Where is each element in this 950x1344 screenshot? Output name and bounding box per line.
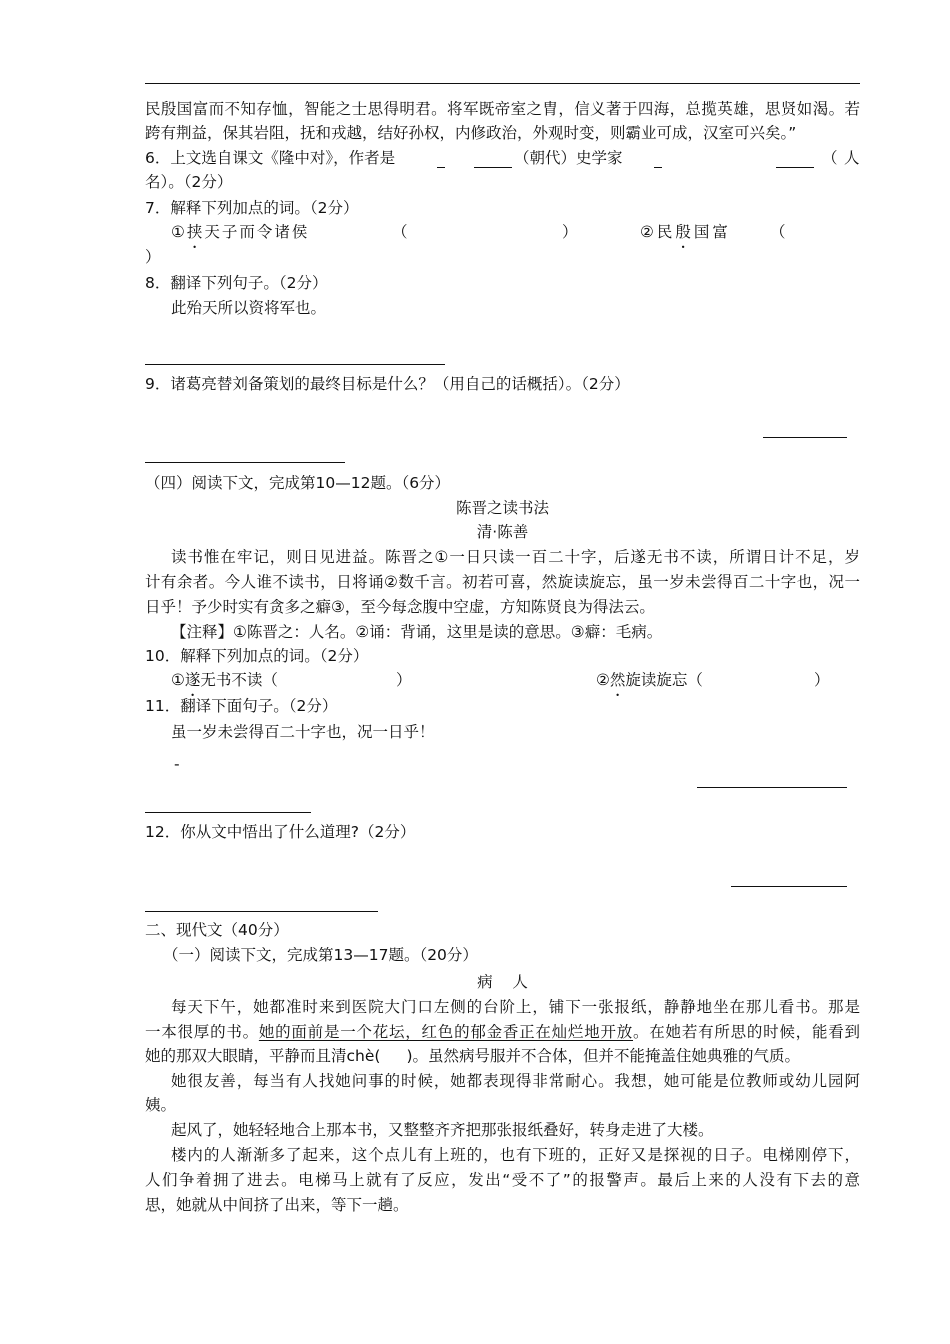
text-line: 她的那双大眼睛，平静而且清chè( )。虽然病号服并不合体，但并不能掩盖住她典雅的气质。 [145,1047,801,1065]
dotted-word: 挟 [186,223,205,241]
section-2-1-heading: （一）阅读下文，完成第13—17题。（20分） [163,946,478,964]
text-line: 人们争着拥了进去。电梯马上就有了反应，发出“受不了”的报警声。最后上来的人没有下去的意 [145,1171,860,1189]
question-6-text: 名）。（2分） [145,173,233,191]
answer-line[interactable] [763,437,847,438]
article-title: 陈晋之读书法 [455,499,549,517]
dotted-word: 然 [609,671,626,689]
story-title: 病 人 [477,973,528,991]
question-11-sentence: 虽一岁未尝得百二十字也，况一日乎！ [171,723,435,741]
text-line: 姨。 [145,1096,177,1114]
question-6: 6．上文选自课文《隆中对》，作者是 [145,149,396,167]
paren: ） [145,248,161,266]
question-12: 12．你从文中悟出了什么道理?（2分） [145,823,416,841]
text-line: 民殷国富而不知存恤，智能之士思得明君。将军既帝室之胄，信义著于四海，总揽英雄，思贤如渴。若 [145,100,860,118]
underlined-sentence: 她的面前是一个花坛，红色的郁金香正在灿烂地开放 [258,1023,634,1041]
question-8-sentence: 此殆天所以资将军也。 [171,299,327,317]
text-line: 她很友善，每当有人找她问事的时候，她都表现得非常耐心。我想，她可能是位教师或幼儿园阿 [171,1072,860,1090]
question-10-item-1: ①遂无书不读（ [171,671,278,689]
question-9: 9．诸葛亮替刘备策划的最终目标是什么？（用自己的话概括）。（2分） [145,375,630,393]
text-line: 起风了，她轻轻地合上那本书，又整整齐齐把那张报纸叠好，转身走进了大楼。 [171,1121,714,1139]
question-10: 10．解释下列加点的词。（2分） [145,647,369,665]
answer-blank-dynasty[interactable] [474,150,512,168]
text-line: 读书惟在牢记，则日见进益。陈晋之①一日只读一百二十字，后遂无书不读，所谓日计不足，岁 [171,548,860,566]
answer-line[interactable] [145,812,311,813]
dotted-word: 遂 [184,671,201,689]
header-rule [145,83,860,84]
text-line: 日乎！予少时实有贪多之癖③，至今每念腹中空虚，方知陈贤良为得法云。 [145,598,655,616]
answer-blank[interactable] [654,150,662,168]
question-7-item-2: ②民殷国富 [640,223,731,241]
text-line: 思，她就从中间挤了出来，等下一趟。 [145,1196,409,1214]
answer-line[interactable] [145,364,445,365]
answer-line[interactable] [145,462,345,463]
paren: （ [392,223,408,241]
answer-line[interactable] [731,886,847,887]
question-11: 11．翻译下面句子。（2分） [145,697,338,715]
annotation: 【注释】①陈晋之：人名。②诵：背诵，这里是读的意思。③癖：毛病。 [171,623,663,641]
paren: （ [770,223,786,241]
answer-blank-author[interactable] [776,150,814,168]
paren: ） [814,671,830,689]
answer-line[interactable] [697,787,847,788]
dotted-word: 殷 [675,223,694,241]
section-2-heading: 二、现代文（40分） [145,921,289,939]
text-line: 一本很厚的书。她的面前是一个花坛，红色的郁金香正在灿烂地开放。在她若有所思的时候，能看到 [145,1023,860,1041]
pinyin: chè( [346,1047,381,1065]
question-10-item-2: ②然旋读旋忘（ [596,671,703,689]
text-line: 计有余者。今人谁不读书，日将诵②数千言。初若可喜，然旋读旋忘，虽一岁未尝得百二十字也，况一 [145,573,860,591]
answer-line[interactable] [145,911,378,912]
paren: ） [396,671,412,689]
section-4-heading: （四）阅读下文，完成第10—12题。（6分） [145,474,451,492]
paren: ） [562,223,578,241]
paren: （ [822,149,838,167]
question-7-item-1: ①挟天子而令诸侯 [171,223,310,241]
text-line: 每天下午，她都准时来到医院大门口左侧的台阶上，铺下一张报纸，静静地坐在那儿看书。那是 [171,998,860,1016]
text-line: 楼内的人渐渐多了起来，这个点儿有上班的，也有下班的，正好又是探视的日子。电梯刚停下， [171,1146,860,1164]
text-line: 跨有荆益，保其岩阻，抚和戎越，结好孙权，内修政治，外观时变，则霸业可成，汉室可兴矣。” [145,124,797,142]
dash-mark: - [174,755,180,773]
question-6-text: （朝代）史学家 [514,149,623,167]
question-6-text: 人 [844,149,860,167]
answer-blank[interactable] [437,150,445,168]
question-7: 7．解释下列加点的词。（2分） [145,199,359,217]
article-author: 清·陈善 [476,523,529,541]
question-8: 8．翻译下列句子。（2分） [145,274,328,292]
